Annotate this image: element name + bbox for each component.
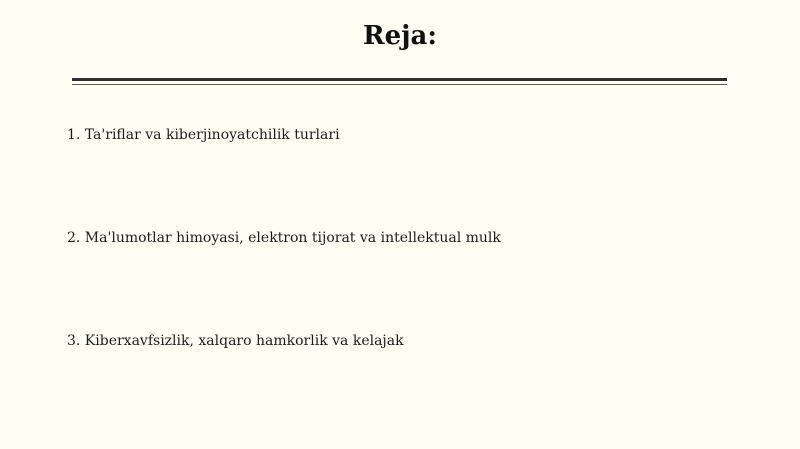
title-divider-thin (72, 84, 727, 85)
agenda-item-1: 1. Ta'riflar va kiberjinoyatchilik turlari (67, 127, 340, 143)
agenda-item-3: 3. Kiberxavfsizlik, xalqaro hamkorlik va kelajak (67, 333, 404, 349)
agenda-item-2: 2. Ma'lumotlar himoyasi, elektron tijorat va intellektual mulk (67, 230, 501, 246)
title-divider-thick (72, 78, 727, 81)
slide-title: Reja: (362, 21, 437, 51)
